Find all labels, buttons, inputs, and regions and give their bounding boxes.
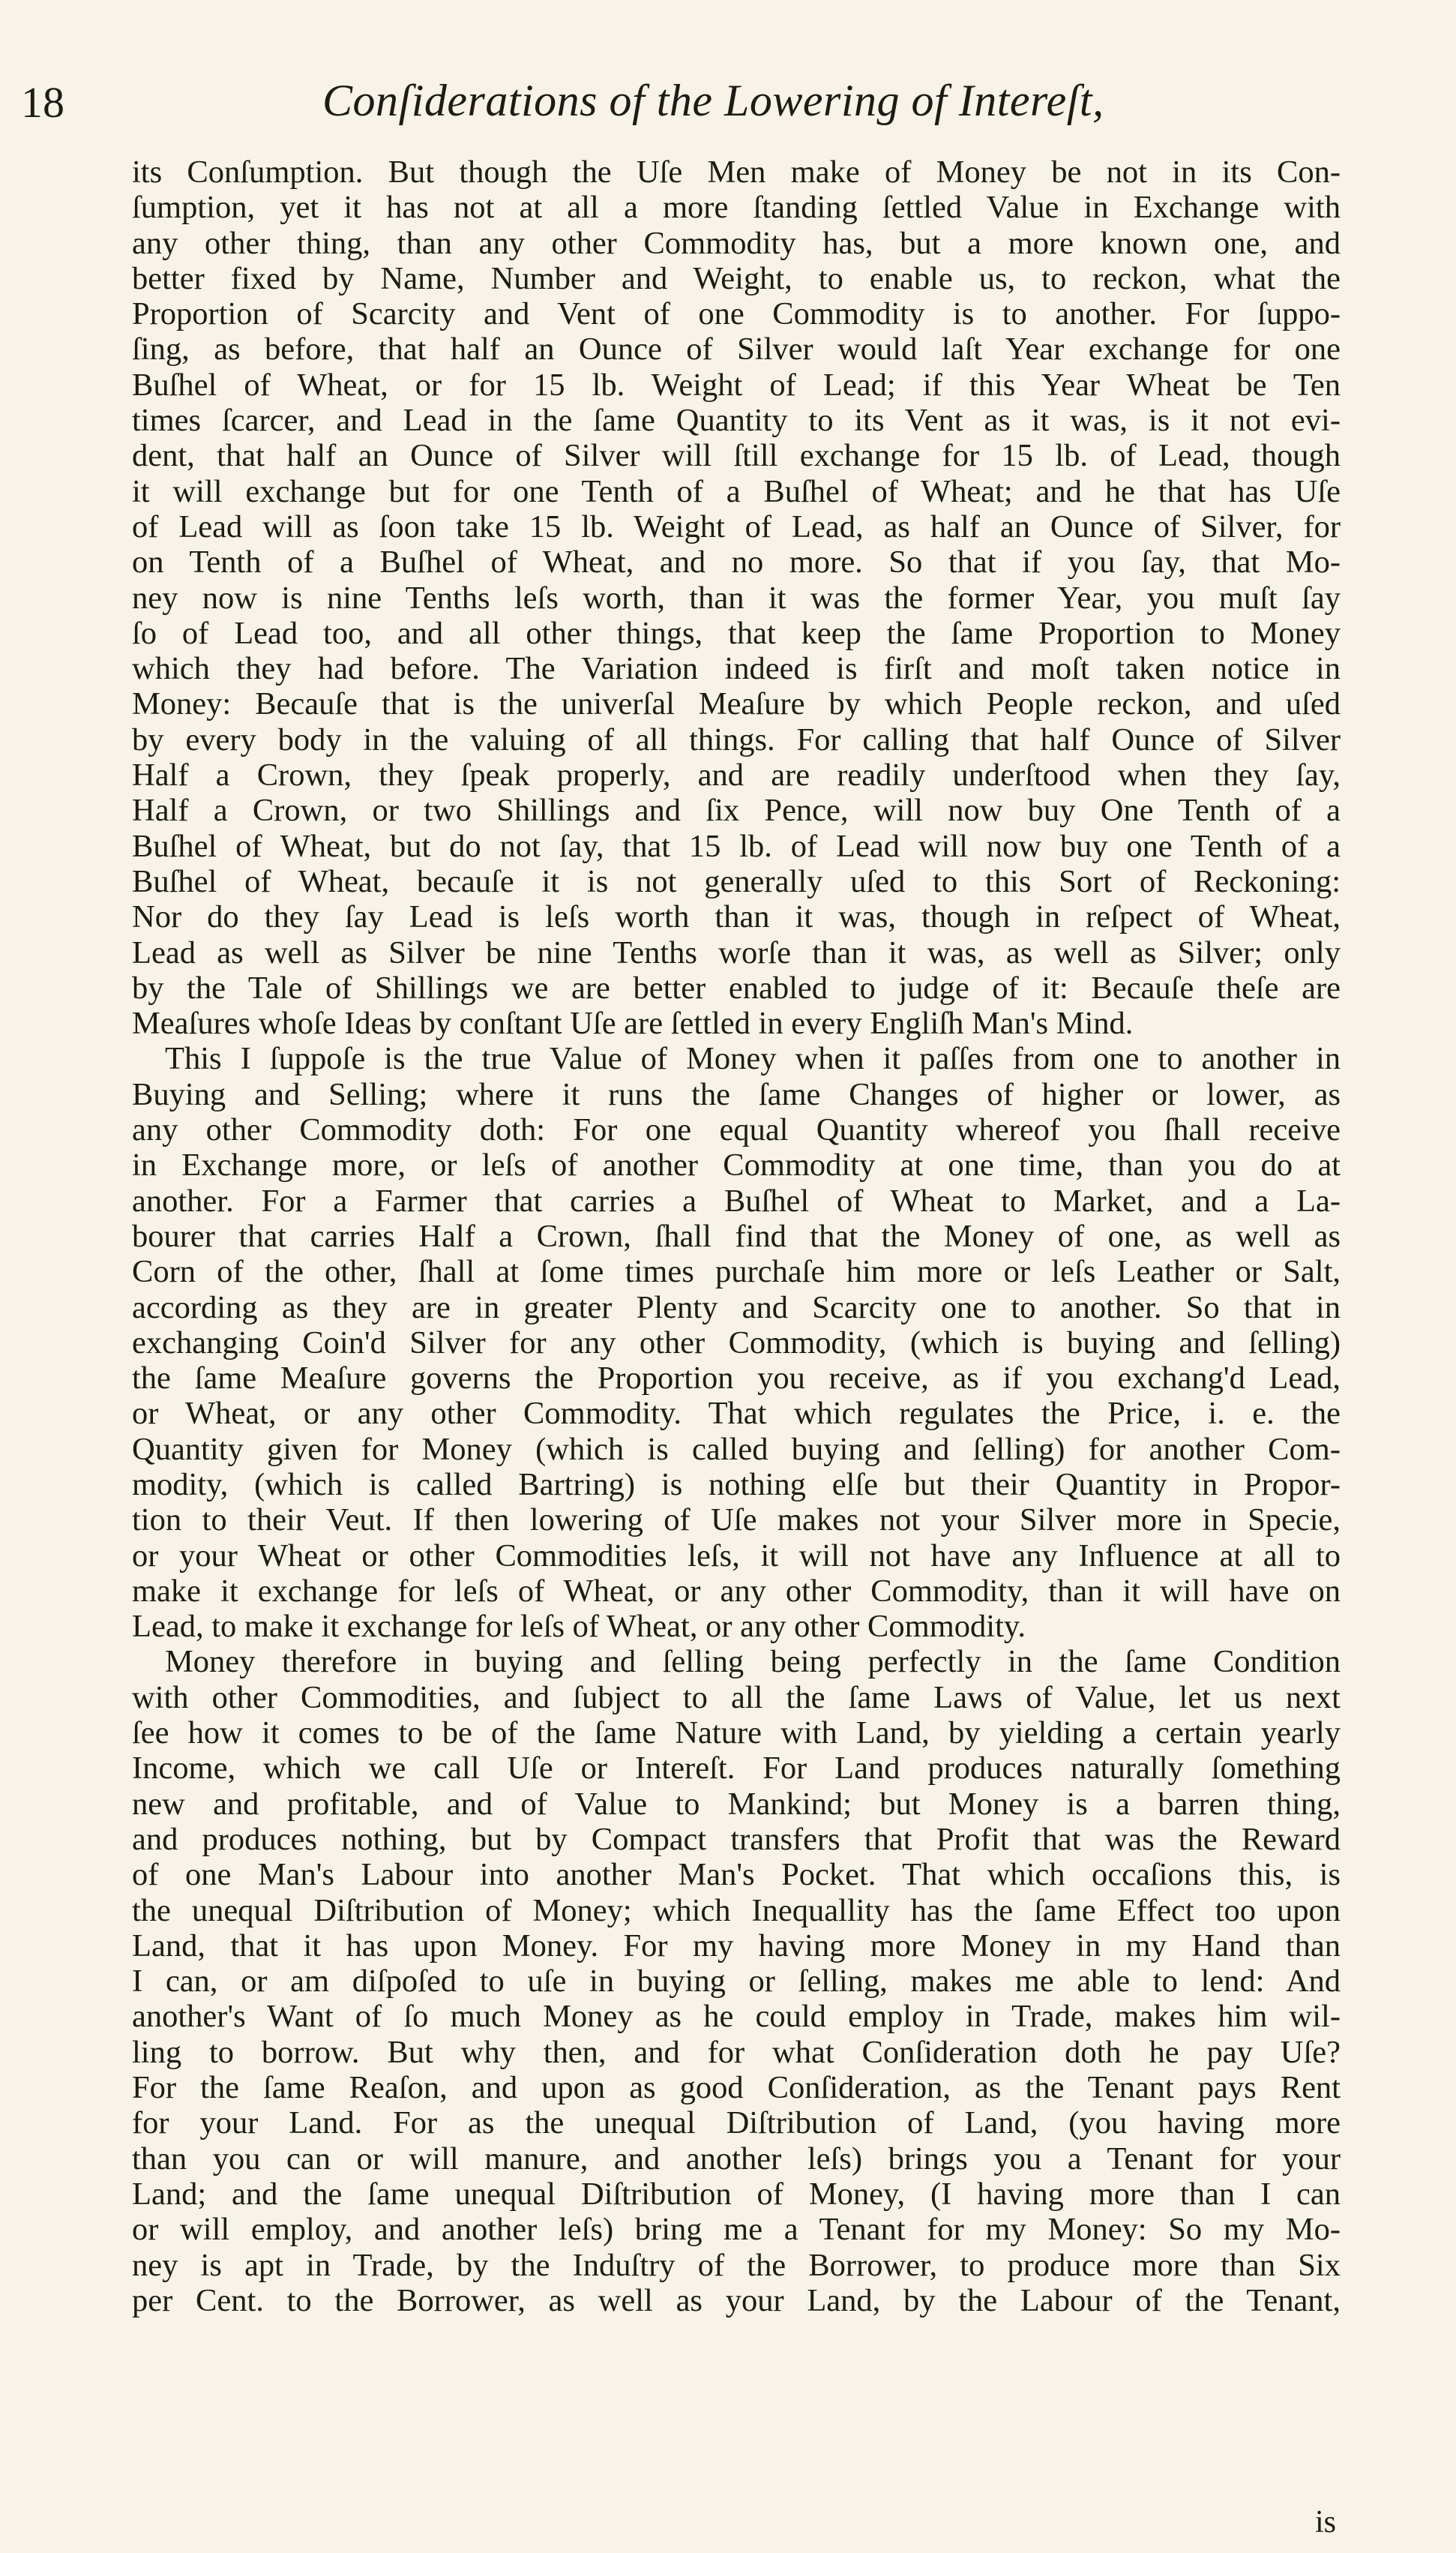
text-line: ſo of Lead too, and all other things, that keep the ſame Proportion to Money [132, 615, 1341, 651]
text-line: and produces nothing, but by Compact transfers that Profit that was the Reward [132, 1821, 1341, 1857]
text-line: ling to borrow. But why then, and for what Conſideration doth he pay Uſe? [132, 2034, 1341, 2070]
text-line: another's Want of ſo much Money as he could employ in Trade, makes him wil- [132, 1999, 1341, 2035]
text-line: Quantity given for Money (which is called buying and ſelling) for another Com- [132, 1431, 1341, 1467]
text-line: Corn of the other, ſhall at ſome times purchaſe him more or leſs Leather or Salt, [132, 1254, 1341, 1290]
text-line: Proportion of Scarcity and Vent of one Commodity is to another. For ſuppo- [132, 296, 1341, 332]
text-line: ſee how it comes to be of the ſame Nature with Land, by yielding a certain yearly [132, 1715, 1341, 1751]
text-line: per Cent. to the Borrower, as well as your Land, by the Labour of the Tenant, [132, 2282, 1341, 2318]
text-line: Money: Becauſe that is the univerſal Meaſure by which People reckon, and uſed [132, 686, 1341, 722]
text-line: than you can or will manure, and another leſs) brings you a Tenant for your [132, 2140, 1341, 2176]
text-line: which they had before. The Variation indeed is firſt and moſt taken notice in [132, 651, 1341, 687]
text-line: Meaſures whoſe Ideas by conſtant Uſe are ſettled in every Engliſh Man's Mind. [132, 1006, 1134, 1042]
text-line: ſumption, yet it has not at all a more ſtanding ſettled Value in Exchange with [132, 190, 1341, 226]
text-line: ſing, as before, that half an Ounce of Silver would laſt Year exchange for one [132, 332, 1341, 368]
text-line: Buſhel of Wheat, becauſe it is not generally uſed to this Sort of Reckoning: [132, 863, 1341, 899]
body-text [132, 154, 1341, 2318]
text-line: the ſame Meaſure governs the Proportion you receive, as if you exchang'd Lead, [132, 1360, 1341, 1396]
text-line: make it exchange for leſs of Wheat, or any other Commodity, than it will have on [132, 1573, 1341, 1609]
text-line: Nor do they ſay Lead is leſs worth than it was, though in reſpect of Wheat, [132, 899, 1341, 935]
text-line: it will exchange but for one Tenth of a Buſhel of Wheat; and he that has Uſe [132, 473, 1341, 509]
text-line: I can, or am diſpoſed to uſe in buying or ſelling, makes me able to lend: And [132, 1964, 1341, 2000]
text-line: Land; and the ſame unequal Diſtribution of Money, (I having more than I can [132, 2176, 1341, 2212]
text-line: times ſcarcer, and Lead in the ſame Quantity to its Vent as it was, is it not evi- [132, 403, 1341, 439]
text-line: bourer that carries Half a Crown, ſhall find that the Money of one, as well as [132, 1218, 1341, 1254]
text-line: Half a Crown, or two Shillings and ſix Pence, will now buy One Tenth of a [132, 793, 1341, 829]
text-line: its Conſumption. But though the Uſe Men make of Money be not in its Con- [132, 154, 1341, 190]
text-line: Buſhel of Wheat, or for 15 lb. Weight of Lead; if this Year Wheat be Ten [132, 367, 1341, 403]
text-line: modity, (which is called Bartring) is nothing elſe but their Quantity in Propor- [132, 1466, 1341, 1502]
text-line: by the Tale of Shillings we are better enabled to judge of it: Becauſe theſe are [132, 970, 1341, 1006]
text-line: or Wheat, or any other Commodity. That which regulates the Price, i. e. the [132, 1396, 1341, 1432]
text-line: ney now is nine Tenths leſs worth, than it was the former Year, you muſt ſay [132, 580, 1341, 616]
text-line: tion to their Veut. If then lowering of Uſe makes not your Silver more in Specie, [132, 1502, 1341, 1538]
text-line: any other thing, than any other Commodity has, but a more known one, and [132, 225, 1341, 261]
catchword: is [1315, 2505, 1337, 2540]
text-line: or your Wheat or other Commodities leſs, it will not have any Influence at all to [132, 1538, 1341, 1574]
text-line: any other Commodity doth: For one equal Quantity whereof you ſhall receive [132, 1112, 1341, 1148]
text-line: Lead as well as Silver be nine Tenths worſe than it was, as well as Silver; only [132, 934, 1341, 970]
text-line: by every body in the valuing of all things. For calling that half Ounce of Silver [132, 722, 1341, 758]
text-line: exchanging Coin'd Silver for any other Commodity, (which is buying and ſelling) [132, 1324, 1341, 1360]
text-line: or will employ, and another leſs) bring me a Tenant for my Money: So my Mo- [132, 2212, 1341, 2248]
text-line: Buſhel of Wheat, but do not ſay, that 15 lb. of Lead will now buy one Tenth of a [132, 828, 1341, 864]
text-line: dent, that half an Ounce of Silver will ſtill exchange for 15 lb. of Lead, though [132, 438, 1341, 474]
running-title: Conſiderations of the Lowering of Intereſt, [322, 76, 1104, 125]
text-line: new and profitable, and of Value to Mankind; but Money is a barren thing, [132, 1786, 1341, 1822]
text-line: of one Man's Labour into another Man's Pocket. That which occaſions this, is [132, 1857, 1341, 1893]
text-line: of Lead will as ſoon take 15 lb. Weight of Lead, as half an Ounce of Silver, for [132, 508, 1341, 544]
text-line: ney is apt in Trade, by the Induſtry of the Borrower, to produce more than Six [132, 2247, 1341, 2283]
text-line: according as they are in greater Plenty and Scarcity one to another. So that in [132, 1289, 1341, 1325]
text-line: Lead, to make it exchange for leſs of Wheat, or any other Commodity. [132, 1609, 1026, 1645]
text-line: for your Land. For as the unequal Diſtribution of Land, (you having more [132, 2105, 1341, 2141]
page-number: 18 [21, 78, 64, 127]
text-line: better fixed by Name, Number and Weight, to enable us, to reckon, what the [132, 260, 1341, 296]
text-line: Money therefore in buying and ſelling being perfectly in the ſame Condition [165, 1644, 1341, 1680]
text-line: This I ſuppoſe is the true Value of Money when it paſſes from one to another in [165, 1041, 1341, 1077]
text-line: with other Commodities, and ſubject to all the ſame Laws of Value, let us next [132, 1679, 1341, 1715]
text-line: on Tenth of a Buſhel of Wheat, and no more. So that if you ſay, that Mo- [132, 544, 1341, 580]
text-line: Half a Crown, they ſpeak properly, and are readily underſtood when they ſay, [132, 758, 1341, 794]
text-line: in Exchange more, or leſs of another Commodity at one time, than you do at [132, 1148, 1341, 1184]
text-line: Buying and Selling; where it runs the ſame Changes of higher or lower, as [132, 1076, 1341, 1112]
text-line: Income, which we call Uſe or Intereſt. For Land produces naturally ſomething [132, 1750, 1341, 1786]
text-line: Land, that it has upon Money. For my having more Money in my Hand than [132, 1928, 1341, 1964]
text-line: another. For a Farmer that carries a Buſhel of Wheat to Market, and a La- [132, 1183, 1341, 1219]
text-line: the unequal Diſtribution of Money; which Inequallity has the ſame Effect too upon [132, 1892, 1341, 1928]
text-line: For the ſame Reaſon, and upon as good Conſideration, as the Tenant pays Rent [132, 2070, 1341, 2106]
